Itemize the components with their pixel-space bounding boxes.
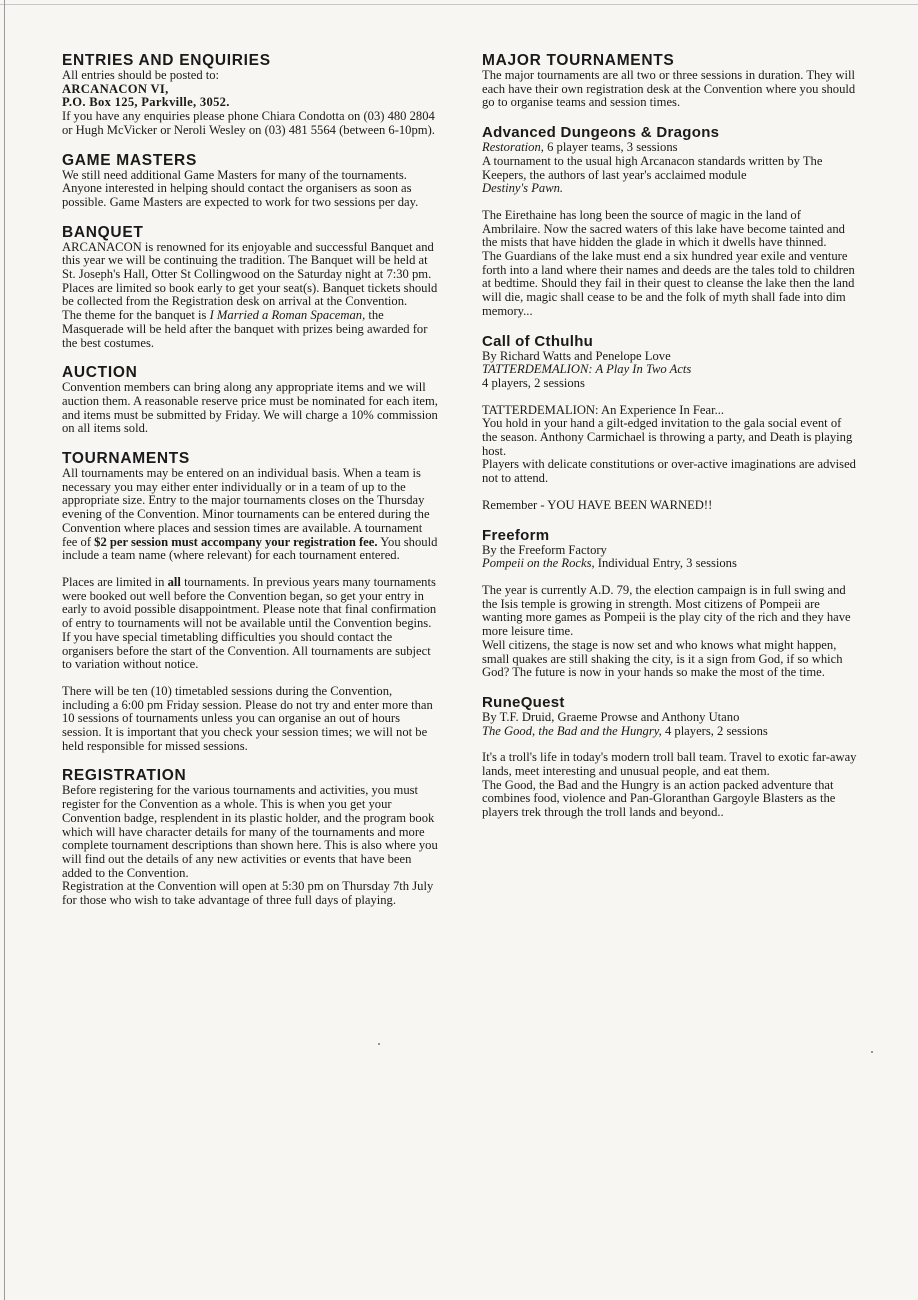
game-masters-text: We still need additional Game Masters for many of the tournaments. Anyone interested in helping should contact the organisers as soon as possible. Game Masters are expected to work for two sessions per day. bbox=[62, 167, 419, 209]
freeform-title: Pompeii on the Rocks, bbox=[482, 556, 595, 571]
banquet-theme-title: I Married a Roman Spaceman, bbox=[209, 308, 366, 323]
page-left-edge bbox=[4, 0, 5, 1300]
freeform-by: By the Freeform Factory bbox=[482, 542, 607, 557]
game-masters-section bbox=[62, 152, 440, 210]
freeform-meta: Individual Entry, 3 sessions bbox=[594, 556, 737, 571]
tournaments-p1-pre: All tournaments may be entered on an individual basis. When a team is necessary you may either enter individually or in a team of up to the appropriate size. Entry to the major tournaments closes on the Thursday evening of the Convention. Minor tournaments can be entered during the Convention where places and session times are available. A tournament fee of bbox=[62, 466, 430, 549]
tournaments-section bbox=[62, 450, 440, 753]
registration-para-2: Registration at the Convention will open at 5:30 pm on Thursday 7th July for those who wish to take advantage of three full days of playing. bbox=[62, 879, 434, 908]
cthulhu-tagline: TATTERDEMALION: An Experience In Fear... bbox=[482, 402, 725, 417]
add-module-meta: 6 player teams, 3 sessions bbox=[543, 140, 678, 155]
tournaments-p1-post: You should include a team name (where relevant) for each tournament entered. bbox=[62, 534, 438, 563]
runequest-meta: 4 players, 2 sessions bbox=[661, 723, 768, 738]
entries-section bbox=[62, 52, 440, 138]
entries-heading: ENTRIES AND ENQUIRIES bbox=[62, 52, 271, 69]
major-heading: MAJOR TOURNAMENTS bbox=[482, 52, 675, 69]
major-section bbox=[482, 52, 857, 110]
cthulhu-para-3: Players with delicate constitutions or over-active imaginations are advised not to attend. bbox=[482, 457, 856, 486]
left-column bbox=[62, 52, 440, 922]
runequest-subtitle bbox=[482, 725, 857, 739]
add-para-3: The Guardians of the lake must end a six hundred year exile and venture forth into a land where their names and deeds are the tales told to children at bedtime. Should they fail in their quest to cleanse the lake then the land will die, magic shall cease to be and the folk of myth shall fade into dim memory... bbox=[482, 249, 855, 318]
add-subtitle bbox=[482, 141, 857, 155]
add-line-2: A tournament to the usual high Arcanacon standards written by The Keepers, the authors of last year's acclaimed module bbox=[482, 153, 823, 182]
runequest-para-1: It's a troll's life in today's modern troll ball team. Travel to exotic far-away lands, meet interesting and unusual people, and eat them. bbox=[482, 750, 857, 779]
banquet-text: ARCANACON is renowned for its enjoyable and successful Banquet and this year we will be continuing the tradition. The Banquet will be held at St. Joseph's Hall, Otter St Collingwood on the Saturday night at 7:30 pm. Places are limited so book early to get your seat(s). Banquet tickets should be collected from the Registration desk on arrival at the Convention. bbox=[62, 239, 438, 309]
add-module-ref: Destiny's Pawn. bbox=[482, 181, 564, 196]
runequest-para-2: The Good, the Bad and the Hungry is an action packed adventure that combines food, violence and Pan-Gloranthan Gargoyle Blasters as the players trek through the troll lands and beyond.. bbox=[482, 777, 836, 820]
freeform-heading: Freeform bbox=[482, 526, 550, 544]
entries-text: If you have any enquiries please phone Chiara Condotta on (03) 480 2804 or Hugh McVicker or Neroli Wesley on (03) 481 5564 (between 6-10pm). bbox=[62, 109, 435, 137]
registration-para-1: Before registering for the various tournaments and activities, you must register for the Convention as a whole. This is when you get your Convention badge, resplendent in its plastic holder, and the program book which will have character details for many of the tournaments and more complete tournament descriptions than shown here. This is also where you will find out the details of any new activities or events that have been added to the Convention. bbox=[62, 783, 438, 880]
add-heading: Advanced Dungeons & Dragons bbox=[482, 124, 720, 142]
auction-section bbox=[62, 364, 440, 436]
cthulhu-title: TATTERDEMALION: A Play In Two Acts bbox=[482, 362, 692, 377]
tournaments-p2-pre: Places are limited in bbox=[62, 574, 168, 589]
cthulhu-section bbox=[482, 333, 857, 513]
tournaments-heading: TOURNAMENTS bbox=[62, 450, 190, 468]
freeform-para-1: The year is currently A.D. 79, the election campaign is in full swing and the Isis temple is growing in strength. Most citizens of Pompeii are wanting more games as Pompeii is the play city of the rich and they have more leisure time. bbox=[482, 582, 851, 639]
cthulhu-authors: By Richard Watts and Penelope Love bbox=[482, 348, 671, 363]
page-top-edge bbox=[0, 4, 918, 5]
tournaments-p2-post: tournaments. In previous years many tournaments were booked out well before the Convention began, so get your entry in early to avoid possible disappointment. Please note that final confirmation of entry to tournaments will not be available until the Convention begins. If you have special timetabling difficulties you should contact the organisers before the start of the Convention. All tournaments are subject to variation without notice. bbox=[62, 574, 437, 672]
game-masters-heading: GAME MASTERS bbox=[62, 151, 197, 169]
tournaments-fee: $2 per session must accompany your registration fee. bbox=[94, 534, 378, 549]
cthulhu-warning: Remember - YOU HAVE BEEN WARNED!! bbox=[482, 497, 713, 512]
registration-section bbox=[62, 767, 440, 907]
entries-intro: All entries should be posted to: bbox=[62, 68, 220, 82]
tournaments-para-1 bbox=[62, 467, 440, 563]
tournaments-all: all bbox=[167, 574, 181, 589]
registration-heading: REGISTRATION bbox=[62, 767, 187, 785]
tournaments-para-3: There will be ten (10) timetabled sessions during the Convention, including a 6:00 pm Friday session. Please do not try and enter more than 10 sessions of tournaments unless you can organise an out of hours session. It is important that you check your session times; we will not be held responsible for missed sessions. bbox=[62, 683, 433, 753]
banquet-theme-post: the Masquerade will be held after the banquet with prizes being awarded for the best costumes. bbox=[62, 308, 428, 350]
add-para-2: The Eirethaine has long been the source of magic in the land of Ambrilaire. Now the sacred waters of this lake have become tainted and the mists that have hidden the glade in which it dwells have thinned. bbox=[482, 207, 845, 250]
freeform-subtitle bbox=[482, 557, 857, 571]
tournaments-para-2 bbox=[62, 576, 440, 672]
runequest-heading: RuneQuest bbox=[482, 693, 565, 711]
banquet-theme-pre: The theme for the banquet is bbox=[62, 308, 210, 323]
banquet-section bbox=[62, 224, 440, 351]
add-module-title: Restoration, bbox=[482, 140, 544, 155]
cthulhu-para-2: You hold in your hand a gilt-edged invitation to the gala social event of the season. Anthony Carmichael is throwing a party, and Death is playing host. bbox=[482, 416, 853, 458]
entries-address-line2: P.O. Box 125, Parkville, 3052. bbox=[62, 95, 230, 110]
runequest-by: By T.F. Druid, Graeme Prowse and Anthony Utano bbox=[482, 709, 740, 724]
freeform-para-2: Well citizens, the stage is now set and who knows what might happen, small quakes are still shaking the city, is it a sign from God, if so which God? The future is now in your hands so make the most of the time. bbox=[482, 637, 843, 680]
auction-heading: AUCTION bbox=[62, 364, 138, 382]
entries-address-line1: ARCANACON VI, bbox=[62, 81, 169, 96]
auction-text: Convention members can bring along any appropriate items and we will auction them. A reasonable reserve price must be nominated for each item, and items must be submitted by Friday. We will charge a 10% commission on all items sold. bbox=[62, 380, 438, 436]
runequest-section bbox=[482, 694, 857, 820]
add-section bbox=[482, 124, 857, 318]
freeform-section bbox=[482, 527, 857, 680]
right-column bbox=[482, 52, 857, 834]
banquet-theme bbox=[62, 309, 440, 350]
cthulhu-heading: Call of Cthulhu bbox=[482, 332, 594, 350]
major-text: The major tournaments are all two or three sessions in duration. They will each have their own registration desk at the Convention where you should go to organise teams and session times. bbox=[482, 68, 856, 110]
scan-speck bbox=[871, 1051, 873, 1053]
scan-speck bbox=[378, 1043, 380, 1045]
banquet-heading: BANQUET bbox=[62, 223, 144, 241]
runequest-title: The Good, the Bad and the Hungry, bbox=[482, 723, 662, 738]
cthulhu-meta: 4 players, 2 sessions bbox=[482, 375, 585, 390]
